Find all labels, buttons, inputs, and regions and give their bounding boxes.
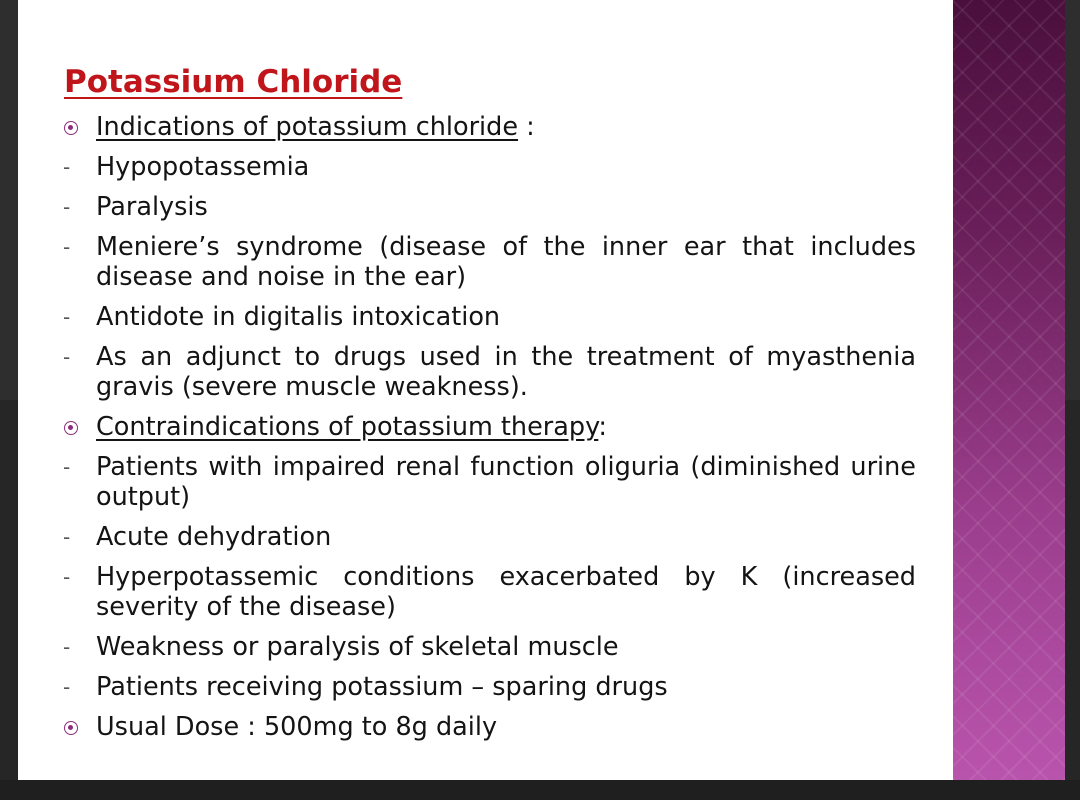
indications-heading-suffix: : [518,112,535,142]
dash-icon: - [63,565,71,589]
list-item-text: Weakness or paralysis of skeletal muscle [96,632,619,662]
contraindications-heading: Contraindications of potassium therapy [96,412,599,442]
list-item [56,232,916,292]
list-item-text: Antidote in digitalis intoxication [96,302,501,332]
section-heading-indications [56,112,916,142]
list-item [56,672,916,702]
dash-icon: - [63,525,71,549]
list-item [56,152,916,182]
list-item [56,522,916,552]
usual-dose [56,712,916,742]
dash-icon: - [63,235,71,259]
list-item [56,632,916,662]
slide-title: Potassium Chloride [64,64,403,100]
viewer-bottom-strip [0,780,1080,800]
slide [18,0,1065,780]
list-item [56,562,916,622]
list-item [56,452,916,512]
list-item-text: Meniere’s syndrome (disease of the inner ear that includes disease and noise in the ear) [96,232,916,292]
dash-icon: - [63,305,71,329]
list-item [56,302,916,332]
indications-heading: Indications of potassium chloride [96,112,519,142]
list-item-text: As an adjunct to drugs used in the treatment of myasthenia gravis (severe muscle weakness). [96,342,916,402]
slide-content [56,112,916,742]
list-item-text: Paralysis [96,192,208,222]
dash-icon: - [63,675,71,699]
dash-icon: - [63,455,71,479]
decorative-side-panel [953,0,1065,780]
dash-icon: - [63,195,71,219]
circle-dot-icon [64,421,78,435]
list-item-text: Patients receiving potassium – sparing drugs [96,672,668,702]
list-item-text: Hyperpotassemic conditions exacerbated by K (increased severity of the disease) [96,562,916,622]
dash-icon: - [63,345,71,369]
list-item-text: Patients with impaired renal function oliguria (diminished urine output) [96,452,916,512]
list-item [56,342,916,402]
dash-icon: - [63,635,71,659]
usual-dose-text: Usual Dose : 500mg to 8g daily [96,712,498,742]
list-item-text: Hypopotassemia [96,152,310,182]
section-heading-contraindications [56,412,916,442]
circle-dot-icon [64,721,78,735]
list-item-text: Acute dehydration [96,522,332,552]
list-item [56,192,916,222]
circle-dot-icon [64,121,78,135]
dash-icon: - [63,155,71,179]
contraindications-heading-suffix: : [598,412,607,442]
